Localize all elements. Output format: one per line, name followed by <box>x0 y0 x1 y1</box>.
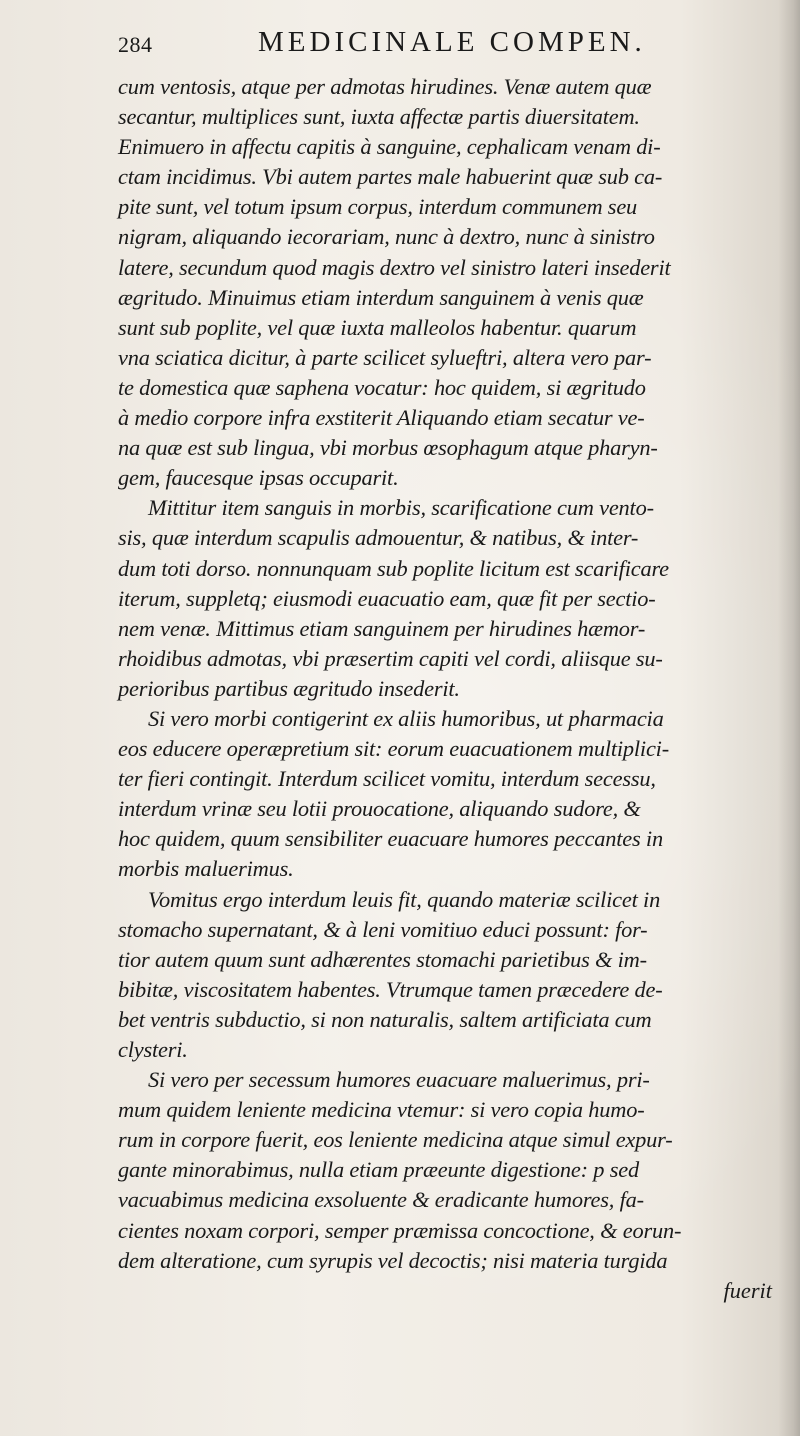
text-line: ter fieri contingit. Interdum scilicet vomitu, interdum secessu, <box>118 766 656 792</box>
text-line: interdum vrinæ seu lotii prouocatione, aliquando sudore, & <box>118 796 641 822</box>
text-line: bibitæ, viscositatem habentes. Vtrumque tamen præcedere de- <box>118 976 663 1002</box>
text-line: vacuabimus medicina exsoluente & eradicante humores, fa- <box>118 1187 644 1213</box>
text-line: rhoidibus admotas, vbi præsertim capiti vel cordi, aliisque su- <box>118 645 663 671</box>
text-line: nem venæ. Mittimus etiam sanguinem per hirudines hæmor- <box>118 615 646 641</box>
text-line: nigram, aliquando iecorariam, nunc à dextro, nunc à sinistro <box>118 224 655 250</box>
text-line: ægritudo. Minuimus etiam interdum sanguinem à venis quæ <box>118 284 644 310</box>
text-line: pite sunt, vel totum ipsum corpus, interdum communem seu <box>118 194 638 220</box>
text-line: cum ventosis, atque per admotas hirudines. Venæ autem quæ <box>118 74 652 99</box>
text-line: hoc quidem, quum sensibiliter euacuare humores peccantes in <box>118 826 663 852</box>
text-line: morbis maluerimus. <box>118 856 294 882</box>
text-line: mum quidem leniente medicina vtemur: si vero copia humo- <box>118 1097 645 1123</box>
body-text <box>118 72 794 1303</box>
text-line: te domestica quæ saphena vocatur: hoc quidem, si ægritudo <box>118 374 646 400</box>
text-line: cientes noxam corpori, semper præmissa concoctione, & eorun- <box>118 1217 682 1243</box>
paragraph-first-line: Mittitur item sanguis in morbis, scarificatione cum vento- <box>148 495 654 521</box>
text-line: stomacho supernatant, & à leni vomitiuo educi possunt: for- <box>118 916 648 942</box>
text-line: tior autem quum sunt adhærentes stomachi parietibus & im- <box>118 946 647 972</box>
text-line: sis, quæ interdum scapulis admouentur, & natibus, & inter- <box>118 525 639 551</box>
text-line: à medio corpore infra exstiterit Aliquando etiam secatur ve- <box>118 405 645 431</box>
text-line: gante minorabimus, nulla etiam præeunte digestione: p sed <box>118 1157 639 1183</box>
page-header <box>118 26 768 64</box>
text-line: eos educere operæpretium sit: eorum euacuationem multiplici- <box>118 736 669 762</box>
running-title: MEDICINALE COMPEN. <box>258 26 646 58</box>
paragraph-first-line: Si vero morbi contigerint ex aliis humoribus, ut pharmacia <box>148 705 664 731</box>
text-line: rum in corpore fuerit, eos leniente medicina atque simul expur- <box>118 1127 673 1153</box>
text-line: vna sciatica dicitur, à parte scilicet sylueftri, altera vero par- <box>118 344 652 370</box>
text-line: iterum, suppletq; eiusmodi euacuatio eam, quæ fit per sectio- <box>118 585 656 611</box>
page-number: 284 <box>118 32 153 57</box>
text-line: dum toti dorso. nonnunquam sub poplite licitum est scarificare <box>118 555 669 581</box>
text-line: clysteri. <box>118 1037 188 1062</box>
text-line: latere, secundum quod magis dextro vel sinistro lateri insederit <box>118 254 671 280</box>
text-line: na quæ est sub lingua, vbi morbus œsophagum atque pharyn- <box>118 435 658 461</box>
text-line: Enimuero in affectu capitis à sanguine, cephalicam venam di- <box>118 134 661 160</box>
text-line: ctam incidimus. Vbi autem partes male habuerint quæ sub ca- <box>118 164 663 190</box>
text-line: gem, faucesque ipsas occuparit. <box>118 465 399 491</box>
text-line: dem alteratione, cum syrupis vel decoctis; nisi materia turgida <box>118 1247 668 1273</box>
text-line: bet ventris subductio, si non naturalis, saltem artificiata cum <box>118 1006 652 1032</box>
text-line: secantur, multiplices sunt, iuxta affectæ partis diuersitatem. <box>118 104 640 130</box>
text-line: perioribus partibus ægritudo insederit. <box>118 675 460 701</box>
paragraph-first-line: Si vero per secessum humores euacuare maluerimus, pri- <box>148 1067 650 1093</box>
paragraph-first-line: Vomitus ergo interdum leuis fit, quando materiæ scilicet in <box>148 886 661 912</box>
text-line: sunt sub poplite, vel quæ iuxta malleolos habentur. quarum <box>118 314 637 340</box>
catchword: fuerit <box>723 1278 772 1303</box>
